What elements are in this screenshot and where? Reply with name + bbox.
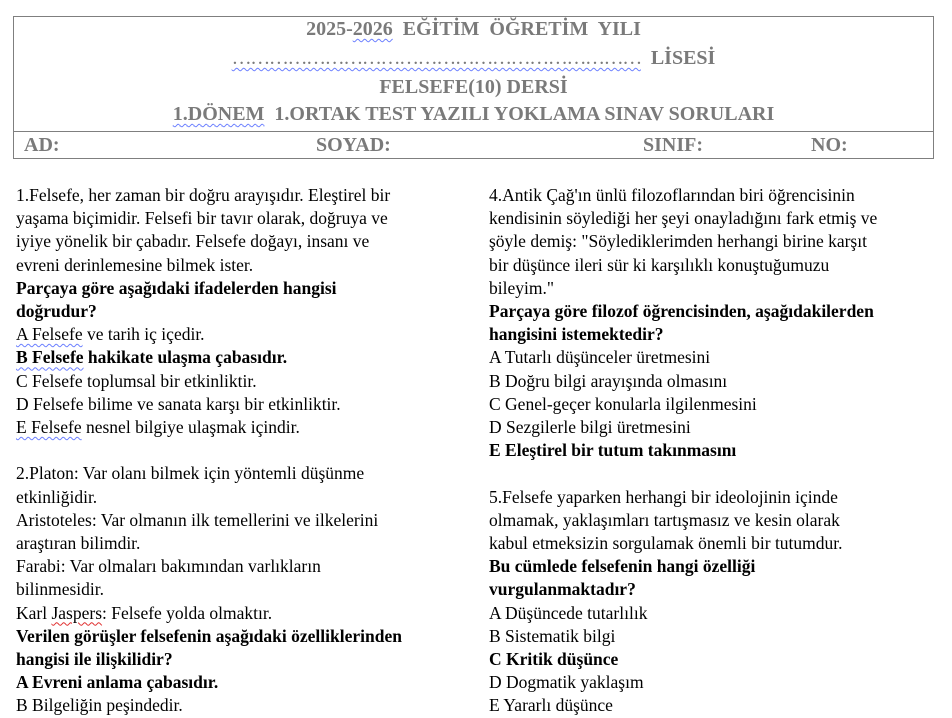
year-prefix: 2025- [306,18,353,40]
question-stem-line: 4.Antik Çağ'ın ünlü filozoflarından biri öğrencisinin [489,185,855,205]
option-b[interactable]: B Doğru bilgi arayışında olmasını [489,370,728,391]
option-a[interactable]: A Evreni anlama çabasıdır. [16,672,219,693]
question-stem-line: bir düşünce ileri sür ki karşılıklı konuştuğumuzu [489,254,830,275]
option-text: hakikate ulaşma çabasıdır. [83,347,288,368]
school-name-blank: ………………………………………………………… [231,47,641,69]
left-column [16,184,476,718]
question-4 [489,184,944,462]
stem-part: Jaspers [51,602,103,623]
option-label: C Felsefe [16,370,83,391]
question-prompt: Parçaya göre aşağıdaki ifadelerden hangisi [16,277,337,298]
question-stem-line: kendisinin söylediği her şeyi onayladığını fark etmiş ve [489,208,878,229]
question-prompt: hangisini istemektedir? [489,324,664,345]
right-column [489,184,944,718]
question-stem-line: olmamak, yaklaşımları tartışmasız ve kesin olarak [489,509,840,530]
option-d[interactable]: D Dogmatik yaklaşım [489,672,644,693]
question-stem-line: etkinliğidir. [16,486,98,507]
option-label: B Felsefe [16,347,84,368]
question-stem-line [16,602,476,625]
option-e[interactable] [16,416,476,439]
exam-term: 1.DÖNEM [172,103,265,125]
exam-name: 1.ORTAK TEST YAZILI YOKLAMA SINAV SORULARI [264,103,775,125]
option-a[interactable]: A Tutarlı düşünceler üretmesini [489,347,711,368]
question-prompt: Bu cümlede felsefenin hangi özelliği [489,556,756,577]
option-text: toplumsal bir etkinliktir. [82,370,257,391]
spacer [489,462,944,485]
exam-header-box [13,16,934,159]
question-prompt: hangisi ile ilişkilidir? [16,649,173,670]
question-stem-line: Aristoteles: Var olmanın ilk temellerini ve ilkelerini [16,509,379,530]
option-label: E Felsefe [16,417,82,438]
academic-year-title [14,17,933,41]
option-b[interactable]: B Bilgeliğin peşindedir. [16,695,183,716]
class-field-label[interactable]: SINIF: [643,134,704,156]
question-stem-line: araştıran bilimdir. [16,533,141,554]
question-stem-line: şöyle demiş: "Söylediklerimden herhangi birine karşıt [489,231,867,252]
question-1 [16,184,476,439]
option-text: bilime ve sanata karşı bir etkinliktir. [83,393,341,414]
option-c[interactable]: C Genel-geçer konularla ilgilenmesini [489,393,757,414]
option-a[interactable]: A Düşüncede tutarlılık [489,602,648,623]
question-stem-line: evreni derinlemesine bilmek ister. [16,254,254,275]
name-field-label[interactable]: AD: [24,134,60,156]
option-a[interactable] [16,323,476,346]
exam-title [14,102,933,126]
option-d[interactable] [16,393,476,416]
question-prompt: Verilen görüşler felsefenin aşağıdaki özelliklerinden [16,625,402,646]
option-label: A Felsefe [16,324,83,345]
question-stem-line: iyiye yönelik bir çabadır. Felsefe doğayı, insanı ve [16,231,370,252]
school-label: LİSESİ [640,47,716,69]
option-b[interactable]: B Sistematik bilgi [489,625,616,646]
option-e[interactable]: E Yararlı düşünce [489,695,613,716]
question-stem-line: bileyim." [489,277,554,298]
option-text: nesnel bilgiye ulaşmak içindir. [81,417,300,438]
school-name-line [14,46,933,70]
option-e[interactable]: E Eleştirel bir tutum takınmasını [489,440,737,461]
question-stem-line: yaşama biçimidir. Felsefi bir tavır olarak, doğruya ve [16,208,388,229]
option-c[interactable] [16,370,476,393]
course-title: FELSEFE(10) DERSİ [379,76,568,98]
number-field-label[interactable]: NO: [811,134,848,156]
option-c[interactable]: C Kritik düşünce [489,649,619,670]
option-text: ve tarih iç içedir. [82,324,205,345]
question-prompt: Parçaya göre filozof öğrencisinden, aşağıdakilerden [489,301,874,322]
title-rest: EĞİTİM ÖĞRETİM YILI [392,18,641,40]
stem-part: : Felsefe yolda olmaktır. [102,602,273,623]
option-d[interactable]: D Sezgilerle bilgi üretmesini [489,417,691,438]
spacer [16,439,476,462]
year-suffix: 2026 [352,18,393,40]
question-2 [16,462,476,717]
question-5 [489,486,944,718]
surname-field-label[interactable]: SOYAD: [316,134,391,156]
question-prompt: doğrudur? [16,301,97,322]
stem-part: Karl [16,602,52,623]
student-info-row [14,132,933,159]
question-stem-line: Farabi: Var olmaları bakımından varlıkların [16,556,321,577]
question-stem-line: bilinmesidir. [16,579,104,600]
option-b[interactable] [16,346,476,369]
question-stem-line: 5.Felsefe yaparken herhangi bir ideolojinin içinde [489,486,838,507]
question-stem-line: 1.Felsefe, her zaman bir doğru arayışıdır. Eleştirel bir [16,185,391,205]
option-label: D Felsefe [16,393,84,414]
question-stem-line: 2.Platon: Var olanı bilmek için yöntemli düşünme [16,463,365,484]
question-prompt: vurgulanmaktadır? [489,579,636,600]
question-stem-line: kabul etmeksizin sorgulamak önemli bir tutumdur. [489,533,843,554]
